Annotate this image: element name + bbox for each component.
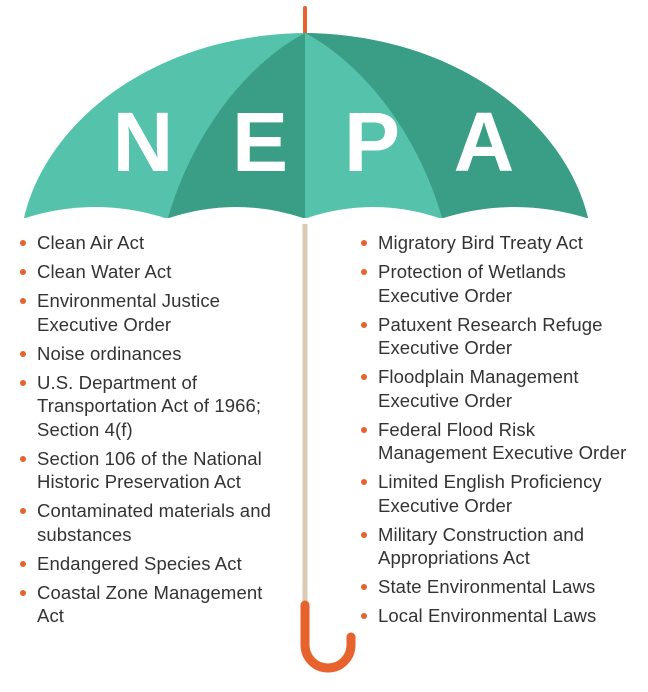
list-item	[20, 289, 282, 336]
list-item	[20, 581, 282, 628]
bullet-icon	[361, 532, 367, 538]
law-label: Migratory Bird Treaty Act	[378, 232, 584, 253]
law-label: Clean Air Act	[37, 232, 145, 253]
law-label: Noise ordinances	[37, 342, 182, 364]
bullet-icon	[361, 374, 367, 380]
canopy-letter-p: P	[343, 95, 401, 189]
bullet-icon	[361, 240, 367, 246]
law-label: Local Environmental Laws	[378, 605, 597, 626]
list-item	[20, 260, 282, 284]
canopy-letter-a: A	[453, 95, 515, 189]
list-item	[361, 260, 646, 307]
bullet-icon	[20, 561, 26, 567]
bullet-icon	[20, 351, 26, 357]
list-item	[361, 313, 646, 360]
bullet-icon	[20, 456, 26, 462]
law-label: Military Construction and Appropriations Act	[378, 523, 585, 568]
list-item	[361, 231, 646, 255]
law-label: State Environmental Laws	[378, 576, 596, 597]
bullet-icon	[20, 380, 26, 386]
bullet-icon	[361, 584, 367, 590]
canopy-bottom-clean	[0, 218, 648, 224]
bullet-icon	[361, 269, 367, 275]
list-item	[361, 604, 646, 628]
list-item	[20, 231, 282, 255]
law-label: Limited English Proficiency Executive Order	[378, 471, 602, 516]
canopy-letter-n: N	[112, 95, 174, 189]
umbrella-handle	[305, 605, 351, 668]
list-item	[361, 575, 646, 599]
bullet-icon	[20, 269, 26, 275]
bullet-icon	[361, 322, 367, 328]
law-label: U.S. Department of Transportation Act of 1966; Section 4(f)	[37, 371, 262, 440]
law-list-right	[361, 231, 646, 633]
law-label: Federal Flood Risk Management Executive Order	[378, 418, 627, 463]
bullet-icon	[20, 590, 26, 596]
law-label: Section 106 of the National Historic Preservation Act	[37, 447, 262, 492]
bullet-icon	[20, 298, 26, 304]
law-label: Coastal Zone Management Act	[37, 581, 263, 626]
law-label: Floodplain Management Executive Order	[378, 366, 579, 411]
bullet-icon	[20, 240, 26, 246]
law-label: Endangered Species Act	[37, 552, 242, 574]
bullet-icon	[361, 427, 367, 433]
list-item	[20, 371, 282, 442]
law-label: Patuxent Research Refuge Executive Order	[378, 313, 603, 358]
canopy-letter-e: E	[231, 95, 289, 189]
law-label: Protection of Wetlands Executive Order	[378, 261, 566, 306]
bullet-icon	[20, 508, 26, 514]
bullet-icon	[361, 613, 367, 619]
bullet-icon	[361, 479, 367, 485]
law-label: Contaminated materials and substances	[37, 500, 271, 545]
list-item	[361, 523, 646, 570]
list-item	[361, 418, 646, 465]
law-list-left	[20, 231, 282, 633]
list-item	[20, 447, 282, 494]
law-label: Environmental Justice Executive Order	[37, 290, 221, 335]
list-item	[361, 470, 646, 517]
law-label: Clean Water Act	[37, 261, 172, 282]
list-item	[20, 499, 282, 546]
list-item	[20, 552, 282, 576]
list-item	[20, 342, 282, 366]
list-item	[361, 365, 646, 412]
